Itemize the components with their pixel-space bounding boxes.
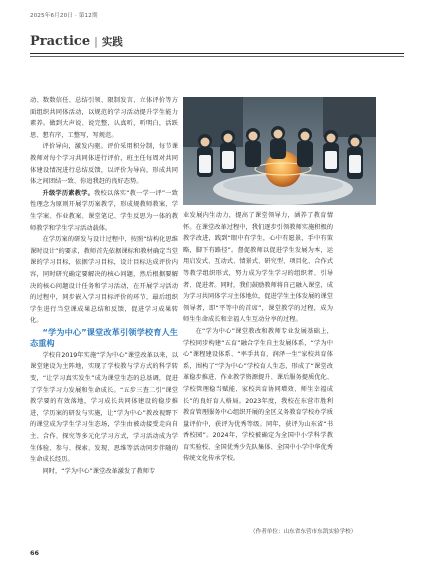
left-paragraph-4: 在学历案的研发与设计过程中，按照“结构化思维课时设计”的要求，教师首先依据课标和教材确定当堂课的学习目标，依据学习目标，设计目标达成评价内容，同时研究确定要解决的核心问题，然后根据要解决的核心问题设计任务和学习活动，在开展学习活动的过程中，同步嵌入学习目标评价的环节，最后组织学生进行当堂课成果总结和反馈，促进学习成果转化。 xyxy=(30,236,178,325)
page-number: 66 xyxy=(30,549,40,557)
section-title-cn: 实践 xyxy=(101,36,123,48)
paragraph-body: 我校以落实“教一学一评”一致性理念为原则开展学历案教学，形成规教师教案、学生学案、作业教案、课堂笔记、学生反思为一体的教师教学和学生学习活动载体。 xyxy=(30,189,178,232)
issue-date-line: 2025年6月20日 · 第12期 xyxy=(30,13,98,19)
header-rule-thin xyxy=(30,56,404,57)
left-paragraph-2: 评价导向，激发内驱。评价采用积分制，每节课教师对每个学习共同体进行评价，班主任每周对共同体建设情况进行总结反馈，以评价为导向，形成共同体之间团结一致、你追我赶的良好态势。 xyxy=(30,143,178,186)
students-around-globe-icon xyxy=(183,97,376,205)
left-column xyxy=(30,95,178,477)
section-title-en: Practice xyxy=(30,34,91,49)
header-rule xyxy=(30,53,404,54)
section-header xyxy=(30,34,123,49)
section-subheading: “学为中心”课堂改革引领学校育人生态重构 xyxy=(30,326,178,349)
author-credit: （作者单位：山东省东营市东凯实验学校） xyxy=(250,529,357,535)
section-separator: | xyxy=(94,35,98,48)
right-column xyxy=(183,210,333,465)
paragraph-lead: 升级学历素教学。 xyxy=(42,189,95,197)
right-paragraph-1: 业发展内生动力，提高了课堂领导力，涵养了教育情怀。在课堂改革过程中，我们逐步引领教师实施积极的教学改进，践到“眼中有学生，心中有愿景，手中有策略，脚下有路径”。督促教师以促进学生发展为本，运用启发式、互动式、情景式、研究型、项目化、合作式等教学组织形式，努力成为学生学习的组织者、引导者、促进者。同时，我们鼓励教师将自己融入课堂，成为学习共同体学习主体地位，促进学生主体发展的课堂领导者，即“平等中的首席”，课堂教学的过程，成为师生生命成长和幸福人生互动分享的过程。 xyxy=(183,212,333,324)
left-paragraph-3 xyxy=(30,188,178,234)
left-paragraph-6: 同时，“学为中心”课堂改革激发了教师专 xyxy=(42,467,156,475)
right-paragraph-2: 在“学为中心”课堂教改和教师专业发展基础上，学校同步构建“五育”融合学生自主发展体系，“学为中心”课程建设体系、“率手共育，润泽一生”家校共育体系，围构了“学为中心”学校育人生态，形成了“课堂改革稳步推进、作业教学资源提升、课后服务提质优化、学校管理稳当赋能、家校共育协同增效、师生幸福成长”的良好育人格局。2023年度，我校在东营市胜利教育管理服务中心组织开展的全区义务教育学校办学质量评价中，获评为优秀等级。同年，获评为山东省“书香校园”。2024年，学校被确定为全国中小学科学教育实验校、全国优秀少先队集体、全国中小学中华优秀传统文化传承学校。 xyxy=(183,327,333,463)
left-paragraph-1: 动、数数信任、总结引领、限制发言、立体评价等方面组织共同体活动，以规范的学习活动提升学生能力素养。做到大声说、说完整，认真听，听明白，活跃思、想有序，工整写，写规范。 xyxy=(30,97,178,139)
left-paragraph-5: 学校自2019年实施“学为中心”课堂改革以来，以课堂建设为主阵地，实现了学校教与学方式的科学转变，“让学习真实发生”成为课堂生态的总基调，促进了学生学习力发展和生命成长。“五步三查二引”课堂教学要的有效落地，学习成长共同体建设的稳步推进，学历案的研发与实施，让“学为中心”教改视野下的课堂成为学生学习生态场，学生由被动接受走向自主、合作、探究等多元化学习方式，学习活动成为学生体验、参与、探索、发现、思维等活动同步伴随的生命成长经历。 xyxy=(30,351,178,464)
classroom-photo xyxy=(183,97,376,205)
